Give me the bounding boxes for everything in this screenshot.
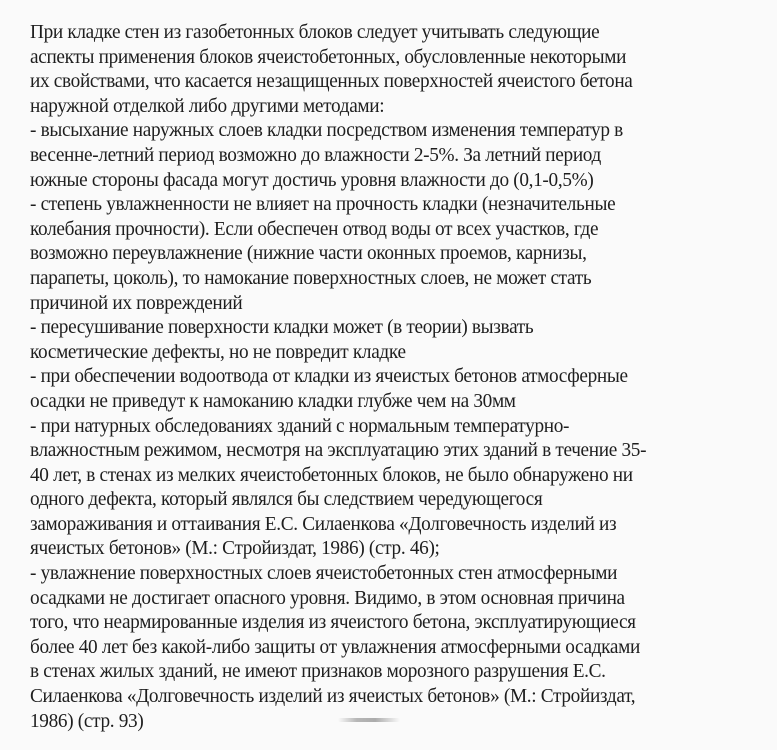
text-line: 1986) (стр. 93): [30, 709, 144, 732]
text-line: осадками не достигает опасного уровня. Видимо, в этом основная причина: [30, 586, 625, 609]
text-line: - степень увлажненности не влияет на прочность кладки (незначительные: [30, 193, 616, 216]
text-line: того, что неармированные изделия из ячеистого бетона, эксплуатирующиеся: [30, 611, 636, 634]
text-line: Силаенкова «Долговечность изделий из ячеистых бетонов» (М.: Стройиздат,: [30, 685, 636, 708]
text-line: более 40 лет без какой-либо защиты от увлажнения атмосферными осадками: [30, 635, 641, 658]
text-line: причиной их повреждений: [30, 291, 243, 314]
text-line: возможно переувлажнение (нижние части оконных проемов, карнизы,: [30, 242, 587, 265]
text-line: наружной отделкой либо другими методами:: [30, 94, 385, 117]
text-line: замораживания и оттаивания Е.С. Силаенкова «Долговечность изделий из: [30, 512, 617, 535]
text-line: - увлажнение поверхностных слоев ячеистобетонных стен атмосферными: [30, 562, 618, 585]
document-body: [30, 20, 775, 733]
text-line: аспекты применения блоков ячеистобетонных, обусловленные некоторыми: [30, 45, 627, 68]
scan-smudge: [338, 718, 400, 722]
text-line: - при натурных обследованиях зданий с нормальным температурно-: [30, 414, 570, 437]
text-line: ячеистых бетонов» (М.: Стройиздат, 1986) (стр. 46);: [30, 537, 440, 560]
text-line: косметические дефекты, но не повредит кладке: [30, 340, 406, 363]
text-line: осадки не приведут к намоканию кладки глубже чем на 30мм: [30, 389, 516, 412]
text-line: южные стороны фасада могут достичь уровня влажности до (0,1-0,5%): [30, 168, 594, 191]
text-line: При кладке стен из газобетонных блоков следует учитывать следующие: [30, 21, 600, 43]
text-line: - высыхание наружных слоев кладки посредством изменения температур в: [30, 119, 623, 142]
text-line: колебания прочности). Если обеспечен отвод воды от всех участков, где: [30, 217, 599, 240]
text-line: весенне-летний период возможно до влажности 2-5%. За летний период: [30, 143, 602, 166]
text-line: - пересушивание поверхности кладки может (в теории) вызвать: [30, 316, 534, 339]
text-line: одного дефекта, который являлся бы следствием чередующегося: [30, 488, 543, 511]
text-line: - при обеспечении водоотвода от кладки из ячеистых бетонов атмосферные: [30, 365, 628, 388]
text-line: парапеты, цоколь), то намокание поверхностных слоев, не может стать: [30, 266, 592, 289]
text-line: влажностным режимом, несмотря на эксплуатацию этих зданий в течение 35-: [30, 439, 647, 462]
text-line: 40 лет, в стенах из мелких ячеистобетонных блоков, не было обнаружено ни: [30, 463, 633, 486]
text-line: их свойствами, что касается незащищенных поверхностей ячеистого бетона: [30, 70, 633, 93]
text-line: в стенах жилых зданий, не имеют признаков морозного разрушения Е.С.: [30, 660, 606, 683]
